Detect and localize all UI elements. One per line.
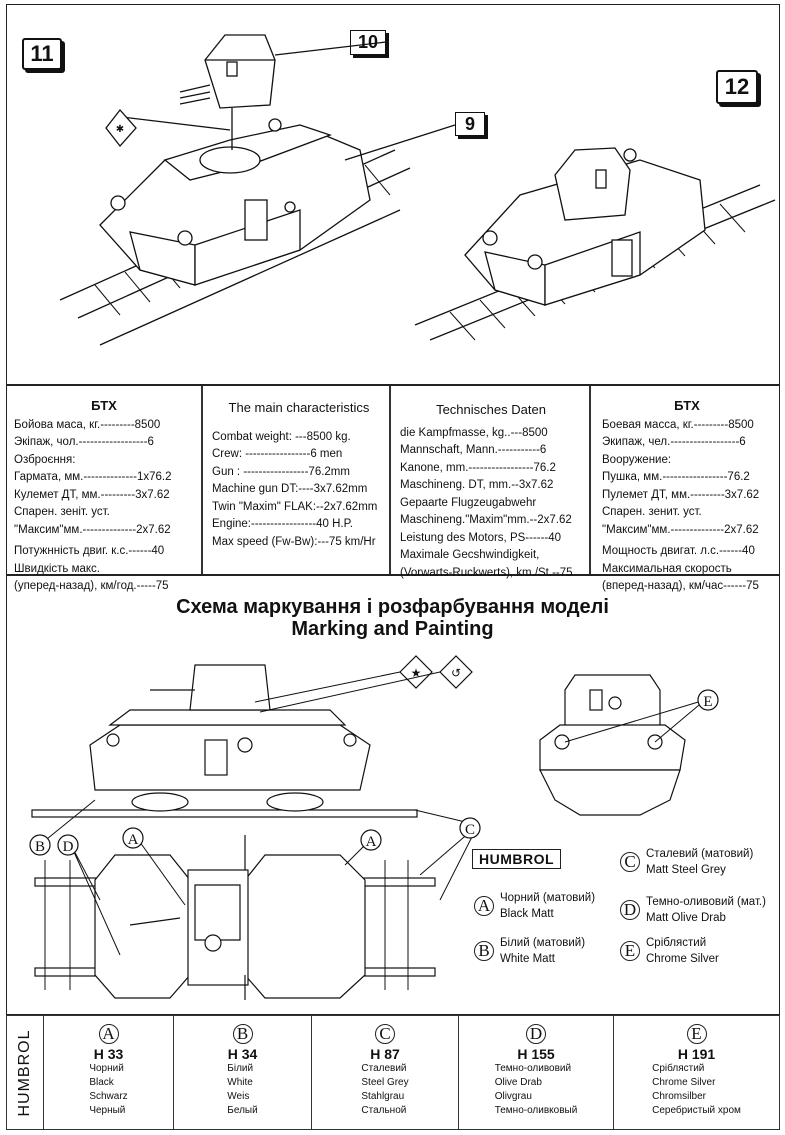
legend-item-a — [474, 890, 595, 922]
spec-line: Пулемет ДТ, мм.---------3x7.62 — [602, 488, 760, 501]
spec-line: Боевая масса, кг.---------8500 — [602, 418, 754, 431]
part-10-callout: 10 — [350, 30, 386, 55]
svg-text:↺: ↺ — [450, 666, 462, 680]
legend-en: Chrome Silver — [646, 953, 719, 965]
paint-name: Schwarz — [89, 1091, 128, 1102]
legend-en: Matt Steel Grey — [646, 864, 726, 876]
spec-line: Гармата, мм.--------------1x76.2 — [14, 471, 172, 483]
legend-en: Matt Olive Drab — [646, 912, 726, 924]
label-B: B — [34, 839, 46, 855]
decal-icons — [400, 656, 472, 688]
paint-column-a — [44, 1016, 174, 1129]
paint-table-brand: HUMBROL — [7, 1016, 44, 1129]
spec-line: Швидкість макс. — [14, 562, 100, 575]
label-A: A — [365, 834, 377, 850]
paint-name: Black — [89, 1077, 114, 1088]
letter-e-icon: E — [687, 1024, 707, 1044]
paint-name: Чорний — [89, 1063, 124, 1074]
spec-line: Crew: -----------------6 men — [212, 448, 343, 460]
section-title-en: Marking and Painting — [291, 618, 494, 640]
spec-line: Gun : -----------------76.2mm — [212, 465, 350, 478]
label-E: E — [703, 694, 713, 710]
specs-title: БТХ — [674, 398, 700, 413]
spec-line: "Максим"мм.--------------2x7.62 — [602, 523, 759, 536]
paint-name: Chrome Silver — [652, 1077, 716, 1088]
paint-name: Темно-оливовий — [494, 1063, 572, 1074]
legend-brand: HUMBROL — [472, 849, 561, 869]
step-11-marker: 11 — [22, 38, 62, 70]
spec-line: Leistung des Motors, PS------40 — [400, 531, 562, 544]
spec-line: die Kampfmasse, kg..---8500 — [400, 426, 548, 439]
paint-name: Серебристый хром — [652, 1105, 741, 1116]
letter-d-icon: D — [620, 900, 640, 920]
legend-ua: Чорний (матовий) — [500, 892, 596, 904]
paint-name: Steel Grey — [361, 1077, 409, 1088]
paint-name: Стальной — [361, 1105, 407, 1116]
letter-e-icon: E — [620, 941, 640, 961]
section-title-ua: Схема маркування і розфарбування моделі — [176, 596, 609, 618]
label-A: A — [127, 832, 139, 848]
spec-line: (уперед-назад), км/год.-----75 — [14, 580, 169, 592]
spec-line: Combat weight: ---8500 kg. — [212, 430, 351, 443]
specs-title: The main characteristics — [228, 400, 370, 415]
svg-text:★: ★ — [410, 666, 422, 680]
paint-column-b — [174, 1016, 312, 1129]
legend-en: Black Matt — [500, 908, 554, 920]
spec-line: (Vorwarts-Ruckwerts), km./St.--75 — [400, 566, 573, 579]
spec-line: Пушка, мм.-----------------76.2 — [602, 471, 750, 483]
label-C: C — [464, 822, 476, 838]
legend-item-c — [620, 846, 753, 878]
paint-name: Olivgrau — [494, 1091, 532, 1102]
letter-c-icon: C — [620, 852, 640, 872]
paint-column-d — [459, 1016, 614, 1129]
spec-line: Maschineng. DT, mm.--3x7.62 — [400, 479, 554, 491]
legend-ua: Сталевий (матовий) — [646, 848, 754, 860]
paint-name: Білий — [227, 1063, 254, 1074]
part-9-callout: 9 — [455, 112, 485, 136]
legend-ua: Темно-оливовий (мат.) — [646, 896, 766, 908]
spec-line: Мощность двигат. л.с.------40 — [602, 545, 755, 557]
spec-line: "Максим"мм.--------------2x7.62 — [14, 523, 171, 536]
legend-item-b — [474, 935, 585, 967]
paint-name: Сріблястий — [652, 1063, 705, 1074]
paint-name: Сталевий — [361, 1063, 407, 1074]
letter-b-icon: B — [233, 1024, 253, 1044]
spec-line: Кулемет ДТ, мм.---------3x7.62 — [14, 488, 170, 501]
spec-line: Kanone, mm.-----------------76.2 — [400, 461, 556, 474]
legend-ua: Сріблястий — [646, 937, 707, 949]
spec-line: Mannschaft, Mann.-----------6 — [400, 444, 547, 456]
paint-code: H 33 — [93, 1046, 124, 1062]
spec-line: Спарен. зенит. уст. — [602, 506, 702, 518]
spec-line: Спарен. зеніт. уст. — [14, 506, 110, 518]
paint-column-c — [312, 1016, 459, 1129]
spec-line: Экипаж, чел.------------------6 — [602, 436, 746, 448]
spec-line: Озброєння: — [14, 453, 76, 466]
spec-line: Twin "Maxim" FLAK:--2x7.62mm — [212, 500, 378, 513]
letter-b-icon: B — [474, 941, 494, 961]
specs-title: БТХ — [91, 398, 117, 413]
spec-line: Потужнність двиг. к.с.------40 — [14, 545, 165, 557]
paint-name: Белый — [227, 1105, 258, 1116]
paint-name: Черный — [89, 1105, 126, 1116]
label-D: D — [62, 839, 74, 855]
spec-line: Maximale Gecshwindigkeit, — [400, 549, 540, 561]
paint-name: White — [227, 1077, 253, 1088]
spec-line: Maschineng."Maxim"mm.--2x7.62 — [400, 514, 572, 526]
paint-name: Weis — [227, 1091, 250, 1102]
front-view — [540, 675, 685, 815]
spec-line: Бойова маса, кг.---------8500 — [14, 418, 161, 431]
letter-d-icon: D — [526, 1024, 546, 1044]
paint-code: H 87 — [370, 1046, 400, 1062]
spec-line: Engine:-----------------40 H.P. — [212, 518, 353, 530]
spec-line: Вооружение: — [602, 453, 672, 466]
legend-item-e — [620, 935, 719, 967]
spec-line: (вперед-назад), км/час------75 — [602, 580, 759, 592]
spec-line: Max speed (Fw-Bw):---75 km/Hr — [212, 535, 376, 548]
svg-text:✱: ✱ — [115, 124, 125, 135]
legend-ua: Білий (матовий) — [500, 937, 586, 949]
paint-name: Темно-оливковый — [494, 1105, 578, 1116]
step-12-marker: 12 — [716, 70, 758, 104]
side-view — [32, 665, 417, 817]
top-view — [35, 835, 435, 1000]
letter-a-icon: A — [99, 1024, 119, 1044]
spec-line: Максимальная скорость — [602, 562, 732, 575]
paint-name: Olive Drab — [494, 1077, 542, 1088]
paint-code: H 34 — [227, 1046, 258, 1062]
letter-c-icon: C — [375, 1024, 395, 1044]
paint-table — [6, 1015, 780, 1130]
paint-name: Chromsilber — [652, 1091, 706, 1102]
paint-name: Stahlgrau — [361, 1091, 405, 1102]
paint-code: H 191 — [677, 1046, 716, 1062]
paint-column-e — [614, 1016, 779, 1129]
legend-en: White Matt — [500, 953, 555, 965]
specs-title: Technisches Daten — [436, 402, 546, 417]
spec-line: Экіпаж, чол.------------------6 — [14, 436, 154, 448]
letter-a-icon: A — [474, 896, 494, 916]
spec-line: Gepaarte Flugzeugabwehr — [400, 496, 537, 509]
legend-item-d — [620, 894, 766, 926]
spec-line: Machine gun DT:----3x7.62mm — [212, 483, 368, 495]
paint-code: H 155 — [517, 1046, 555, 1062]
